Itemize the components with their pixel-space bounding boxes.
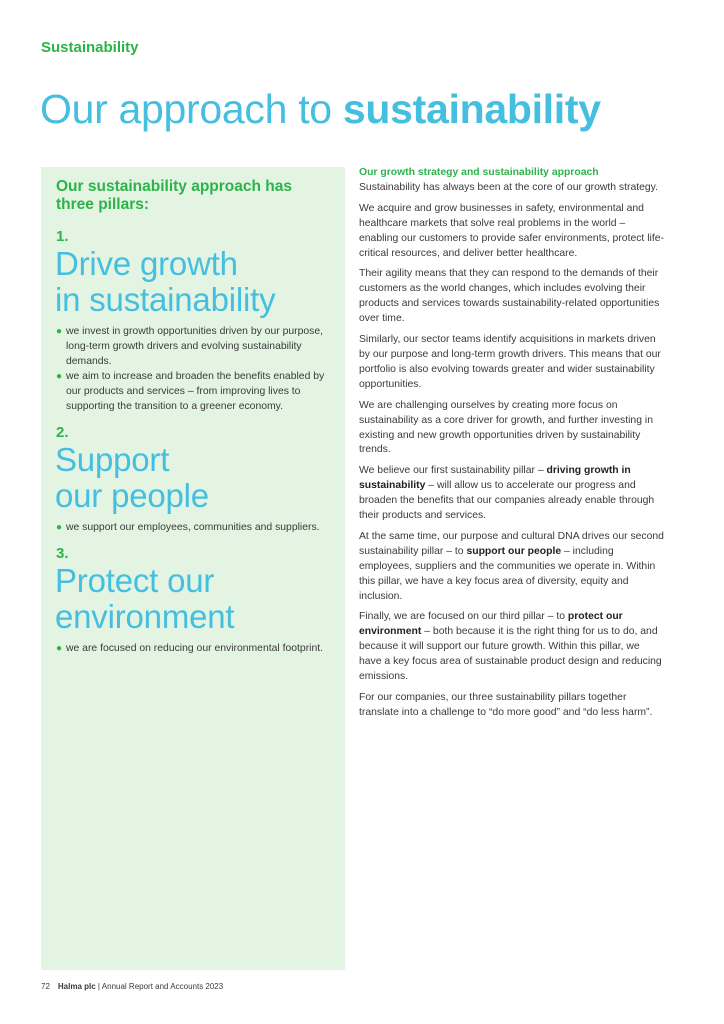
text-run: – both because it is the right thing for us to do, and because it will support our future growth. Within this pillar, we have a key focus area of sustainable product design and reducing emissions.	[359, 626, 662, 683]
page-footer	[41, 982, 223, 991]
text-run: – will allow us to accelerate our progress and broaden the benefits that our companies already enable through their products and services.	[359, 480, 655, 522]
growth-strategy-heading: Our growth strategy and sustainability approach	[359, 167, 599, 178]
body-paragraph	[359, 530, 665, 605]
pillar-2	[56, 424, 331, 535]
pillar-1	[56, 228, 331, 414]
pillar-bullet-text: we support our employees, communities and suppliers.	[66, 522, 320, 533]
emphasis-text: driving growth in sustainability	[359, 465, 631, 492]
report-name: | Annual Report and Accounts 2023	[95, 982, 224, 991]
text-run: Finally, we are focused on our third pillar – to	[359, 611, 568, 623]
pillars-panel	[41, 167, 345, 970]
page-title	[40, 86, 601, 133]
pillar-title-line: environment	[55, 598, 235, 635]
bullet-dot-icon: ●	[56, 522, 63, 533]
growth-strategy-column	[359, 166, 665, 727]
pillar-bullets	[56, 324, 331, 414]
emphasis-text: protect our environment	[359, 611, 623, 638]
pillar-bullet-text: we aim to increase and broaden the benefits enabled by our products and services – from improving lives to supporting the transition to a greener economy.	[66, 371, 325, 412]
page-title-regular: Our approach to	[40, 86, 343, 132]
pillar-3	[56, 545, 331, 656]
bullet-dot-icon: ●	[56, 371, 63, 382]
pillars-heading: Our sustainability approach has three pillars:	[56, 178, 293, 213]
pillar-title	[55, 246, 331, 318]
body-paragraph	[359, 464, 665, 524]
pillar-number: 3.	[56, 545, 69, 562]
pillar-bullets	[56, 520, 331, 535]
body-paragraph: Sustainability has always been at the core of our growth strategy.	[359, 181, 658, 193]
pillar-title-line: our people	[55, 477, 209, 514]
body-paragraph: For our companies, our three sustainability pillars together translate into a challenge to “do more good” and “do less harm”.	[359, 692, 653, 718]
page-title-bold: sustainability	[342, 86, 601, 132]
pillar-bullets	[56, 641, 331, 656]
text-run: At the same time, our purpose and cultural DNA drives our second sustainability pillar – to	[359, 530, 664, 557]
pillar-bullet-text: we invest in growth opportunities driven by our purpose, long-term growth drivers and evolving sustainability demands.	[66, 326, 324, 367]
body-paragraph: Similarly, our sector teams identify acquisitions in markets driven by our purpose and long-term growth drivers. This means that our portfolio is also evolving towards greater and wider sustainability opportunities.	[359, 334, 661, 390]
section-label: Sustainability	[41, 39, 139, 56]
company-name: Halma plc	[57, 982, 96, 991]
pillar-number: 2.	[56, 424, 69, 441]
pillar-bullet	[56, 369, 331, 414]
pillar-bullet	[56, 641, 331, 656]
body-paragraph: We are challenging ourselves by creating more focus on sustainability as a core driver for growth, and further investing in existing and new growth opportunities driven by sustainability trends.	[359, 399, 653, 456]
emphasis-text: support our people	[466, 545, 562, 557]
pillar-title-line: Protect our	[55, 562, 215, 599]
pillar-title-line: Drive growth	[55, 245, 238, 282]
pillar-bullet	[56, 324, 331, 369]
pillar-title	[55, 442, 331, 514]
bullet-dot-icon: ●	[56, 326, 63, 337]
body-paragraph: Their agility means that they can respond to the demands of their customers as the world changes, which includes evolving their products and services towards sustainability-related opportunities over time.	[359, 268, 660, 325]
text-run: – including employees, suppliers and the communities we operate in. Within this pillar, we have a key focus area of diversity, equity and inclusion.	[359, 545, 656, 602]
pillar-title	[55, 563, 331, 635]
body-paragraph	[359, 610, 665, 685]
pillar-title-line: in sustainability	[55, 281, 276, 318]
bullet-dot-icon: ●	[56, 643, 63, 654]
pillar-bullet	[56, 520, 331, 535]
pillar-bullet-text: we are focused on reducing our environmental footprint.	[66, 643, 324, 654]
text-run: We believe our first sustainability pillar –	[359, 465, 547, 477]
page-number: 72	[41, 982, 50, 991]
pillar-number: 1.	[56, 228, 69, 245]
pillar-title-line: Support	[55, 441, 170, 478]
body-paragraph: We acquire and grow businesses in safety, environmental and healthcare markets that solve real problems in the world – enabling our customers to provide safer environments, protect life-critical resources, and deliver better healthcare.	[359, 202, 664, 259]
